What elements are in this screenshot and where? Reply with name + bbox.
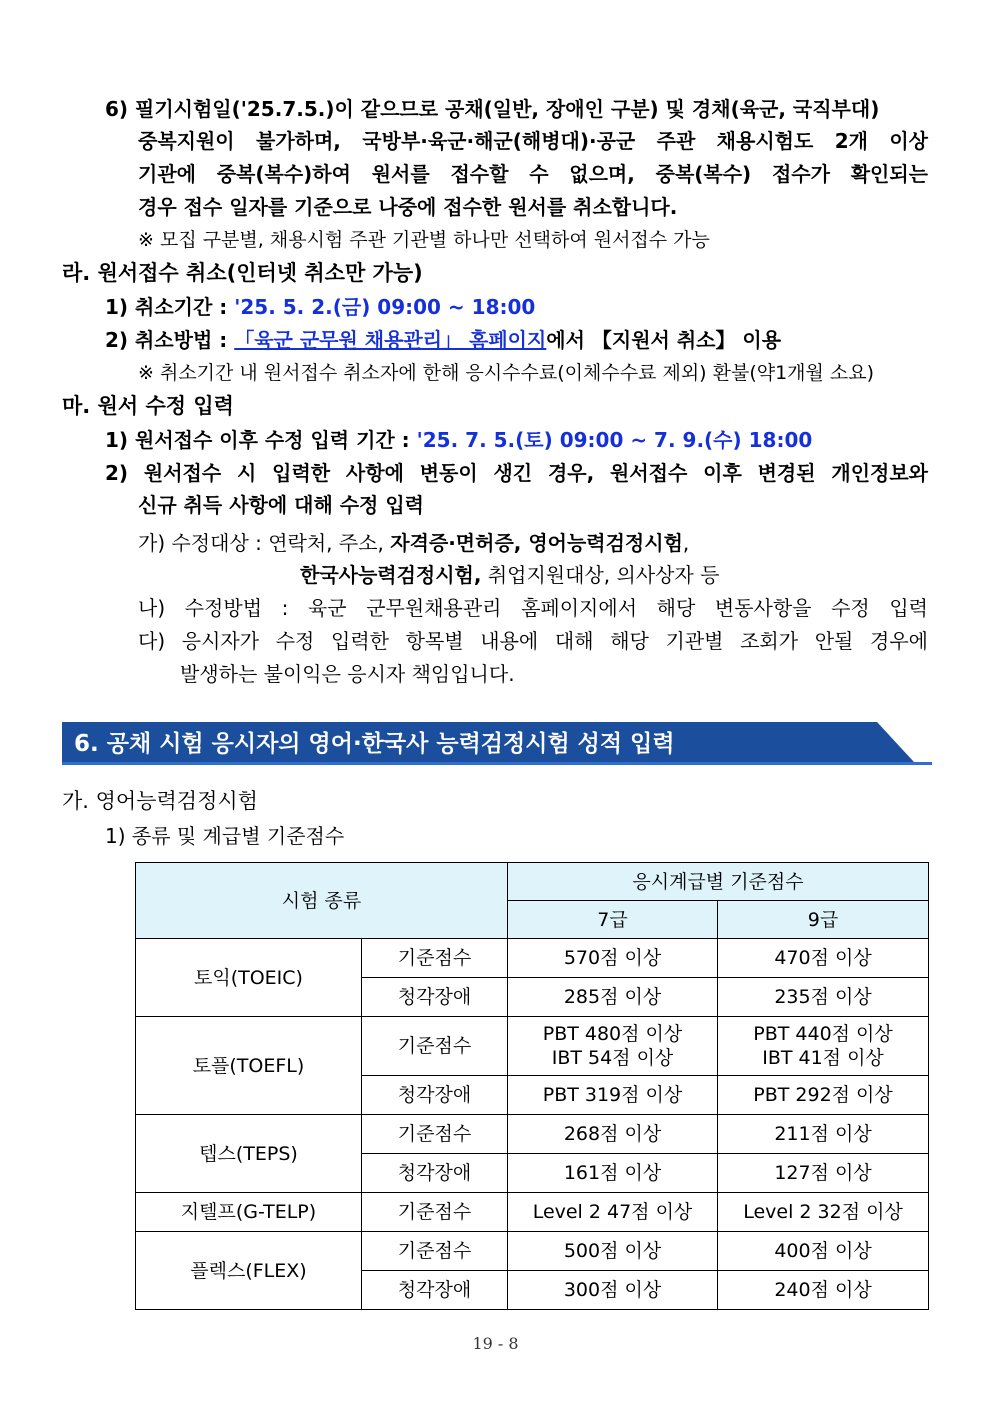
- table-cell: 500점 이상: [508, 1232, 718, 1271]
- edit-item2-line1: 2) 원서접수 시 입력한 사항에 변동이 생긴 경우, 원서접수 이후 변경된 개인정보와: [105, 461, 928, 485]
- edit-period-label: 1) 원서접수 이후 수정 입력 기간 :: [105, 428, 417, 452]
- header-exam-type: 시험 종류: [136, 863, 508, 939]
- edit-liability-line1: 다) 응시자가 수정 입력한 항목별 내용에 대해 해당 기관별 조회가 안될 경우에: [138, 629, 928, 653]
- row-label-standard: 기준점수: [362, 1193, 508, 1232]
- exam-toefl: 토플(TOEFL): [136, 1017, 362, 1115]
- cancel-method: [105, 326, 781, 354]
- table-cell: [508, 1017, 718, 1076]
- edit-period: [105, 426, 812, 454]
- table-cell: 127점 이상: [718, 1154, 929, 1193]
- row-label-hearing: 청각장애: [362, 1154, 508, 1193]
- table-cell: 235점 이상: [718, 978, 929, 1017]
- cancel-period-label: 1) 취소기간 :: [105, 295, 235, 319]
- section-ma-heading: 마. 원서 수정 입력: [62, 394, 234, 418]
- section-ga-sub: 1) 종류 및 계급별 기준점수: [105, 824, 345, 848]
- edit-target-cont-bold: 한국사능력검정시험,: [300, 563, 482, 587]
- edit-target-prefix: 가) 수정대상 : 연락처, 주소,: [138, 531, 391, 555]
- edit-method: 나) 수정방법 : 육군 군무원채용관리 홈페이지에서 해당 변동사항을 수정 입력: [138, 596, 928, 620]
- row-label-standard: 기준점수: [362, 1232, 508, 1271]
- header-grade-7: 7급: [508, 901, 718, 939]
- row-label-standard: 기준점수: [362, 1115, 508, 1154]
- exam-flex: 플렉스(FLEX): [136, 1232, 362, 1310]
- cancel-period-value: '25. 5. 2.(금) 09:00 ~ 18:00: [234, 295, 536, 319]
- table-cell: Level 2 47점 이상: [508, 1193, 718, 1232]
- item6-line4: 경우 접수 일자를 기준으로 나중에 접수한 원서를 취소합니다.: [138, 195, 678, 219]
- item6-line2: 중복지원이 불가하며, 국방부·육군·해군(해병대)·공군 주관 채용시험도 2개 이상: [138, 129, 928, 153]
- header-grade-9: 9급: [718, 901, 929, 939]
- edit-target-cont: [300, 561, 719, 589]
- cancel-note: ※ 취소기간 내 원서접수 취소자에 한해 응시수수료(이체수수료 제외) 환불(약1개월 소요): [138, 362, 875, 384]
- toefl-std-9-pbt: PBT 440점 이상: [753, 1023, 893, 1045]
- english-score-table: [135, 862, 929, 1310]
- row-label-standard: 기준점수: [362, 1017, 508, 1076]
- table-cell: PBT 292점 이상: [718, 1076, 929, 1115]
- row-label-hearing: 청각장애: [362, 1271, 508, 1310]
- item6-note: ※ 모집 구분별, 채용시험 주관 기관별 하나만 선택하여 원서접수 가능: [138, 229, 710, 251]
- table-cell: [718, 1017, 929, 1076]
- cancel-method-label: 2) 취소방법 :: [105, 328, 235, 352]
- table-cell: Level 2 32점 이상: [718, 1193, 929, 1232]
- edit-target: [138, 529, 689, 557]
- edit-target-cont-rest: 취업지원대상, 의사상자 등: [481, 563, 720, 587]
- table-cell: 268점 이상: [508, 1115, 718, 1154]
- table-cell: PBT 319점 이상: [508, 1076, 718, 1115]
- toefl-std-7-ibt: IBT 54점 이상: [551, 1047, 674, 1069]
- row-label-hearing: 청각장애: [362, 978, 508, 1017]
- exam-toeic: 토익(TOEIC): [136, 939, 362, 1017]
- army-recruit-homepage-link[interactable]: 「육군 군무원 채용관리」 홈페이지: [234, 328, 547, 352]
- cancel-period: [105, 293, 535, 321]
- cancel-method-rest: 에서 【지원서 취소】 이용: [546, 328, 782, 352]
- exam-gtelp: 지텔프(G-TELP): [136, 1193, 362, 1232]
- table-cell: 161점 이상: [508, 1154, 718, 1193]
- row-label-hearing: 청각장애: [362, 1076, 508, 1115]
- edit-target-suffix: ,: [682, 531, 690, 555]
- edit-liability-line2: 발생하는 불이익은 응시자 책임입니다.: [180, 662, 515, 686]
- table-cell: 300점 이상: [508, 1271, 718, 1310]
- section-ra-heading: 라. 원서접수 취소(인터넷 취소만 가능): [62, 261, 423, 285]
- table-cell: 211점 이상: [718, 1115, 929, 1154]
- table-cell: 470점 이상: [718, 939, 929, 978]
- edit-target-bold: 자격증·면허증, 영어능력검정시험: [390, 531, 683, 555]
- section6-title: 6. 공채 시험 응시자의 영어·한국사 능력검정시험 성적 입력: [74, 731, 675, 757]
- section6-banner: [62, 722, 932, 766]
- section-ga-heading: 가. 영어능력검정시험: [62, 789, 258, 813]
- table-cell: 240점 이상: [718, 1271, 929, 1310]
- table-cell: 285점 이상: [508, 978, 718, 1017]
- item6-line3: 기관에 중복(복수)하여 원서를 접수할 수 없으며, 중복(복수) 접수가 확인되는: [138, 162, 928, 186]
- row-label-standard: 기준점수: [362, 939, 508, 978]
- item6-line1: 6) 필기시험일('25.7.5.)이 같으므로 공채(일반, 장애인 구분) 및 경채(육군, 국직부대): [105, 97, 880, 121]
- exam-teps: 텝스(TEPS): [136, 1115, 362, 1193]
- toefl-std-9-ibt: IBT 41점 이상: [762, 1047, 884, 1069]
- toefl-std-7-pbt: PBT 480점 이상: [542, 1023, 683, 1045]
- header-grade-scores: 응시계급별 기준점수: [508, 863, 929, 901]
- edit-period-value: '25. 7. 5.(토) 09:00 ~ 7. 9.(수) 18:00: [416, 428, 813, 452]
- table-cell: 400점 이상: [718, 1232, 929, 1271]
- page-number: 19 - 8: [472, 1334, 519, 1353]
- edit-item2-line2: 신규 취득 사항에 대해 수정 입력: [138, 493, 424, 517]
- table-cell: 570점 이상: [508, 939, 718, 978]
